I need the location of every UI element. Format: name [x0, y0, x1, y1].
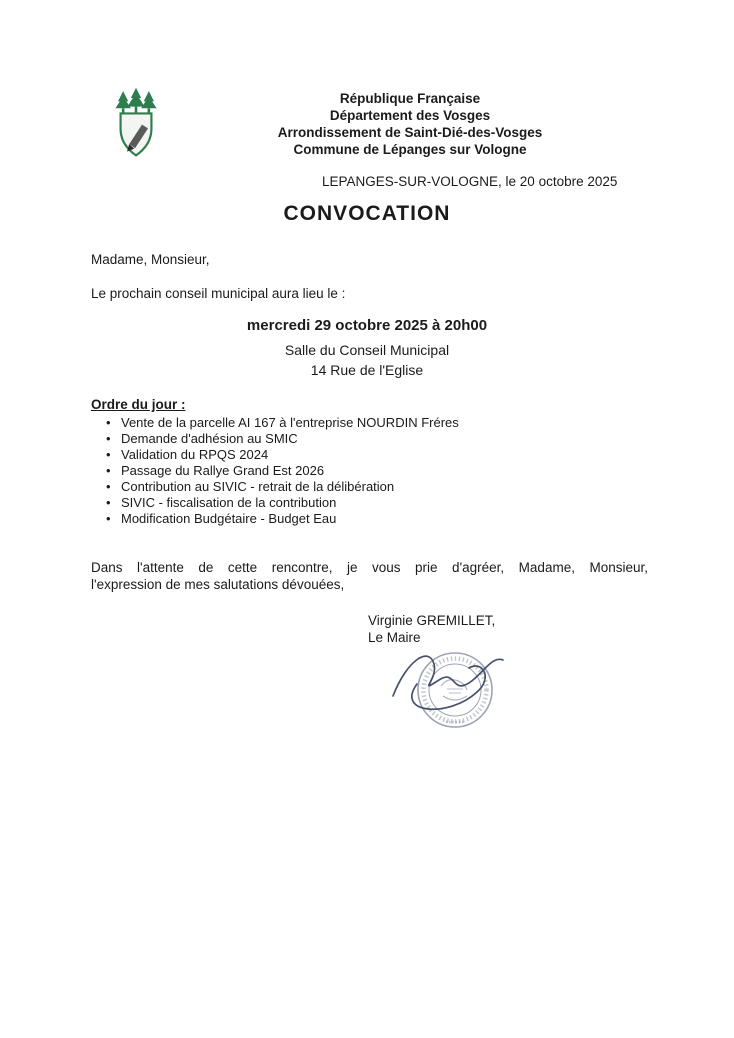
letterhead-line-arrondissement: Arrondissement de Saint-Dié-des-Vosges — [277, 125, 543, 140]
meeting-datetime: mercredi 29 octobre 2025 à 20h00 — [246, 317, 488, 334]
letterhead-line-commune: Commune de Lépanges sur Vologne — [293, 142, 527, 157]
official-stamp-icon — [418, 653, 492, 727]
meeting-place: Salle du Conseil Municipal — [284, 342, 450, 358]
letterhead — [208, 90, 612, 158]
signer-title: Le Maire — [368, 630, 421, 645]
agenda-item: • Demande d'adhésion au SMIC — [103, 431, 663, 447]
salutation: Madame, Monsieur, — [91, 252, 210, 267]
stamp-and-signature — [383, 638, 513, 733]
agenda-item: • SIVIC - fiscalisation de la contribution — [103, 495, 663, 511]
meeting-details — [0, 317, 734, 380]
agenda-item: • Modification Budgétaire - Budget Eau — [103, 511, 663, 527]
handwritten-signature — [393, 656, 503, 709]
agenda-item: • Vente de la parcelle AI 167 à l'entreprise NOURDIN Fréres — [103, 415, 663, 431]
closing-paragraph — [91, 559, 648, 593]
commune-logo-icon — [110, 86, 162, 158]
closing-line: Dans l'attente de cette rencontre, je vous prie d'agréer, Madame, Monsieur, — [91, 560, 648, 575]
agenda-item: • Passage du Rallye Grand Est 2026 — [103, 463, 663, 479]
meeting-address: 14 Rue de l'Eglise — [310, 362, 424, 378]
agenda-item: • Validation du RPQS 2024 — [103, 447, 663, 463]
signer-name: Virginie GREMILLET, — [368, 613, 496, 628]
letterhead-line-departement: Département des Vosges — [329, 108, 491, 123]
intro-sentence: Le prochain conseil municipal aura lieu le : — [91, 286, 346, 301]
letterhead-line-republic: République Française — [339, 91, 481, 106]
agenda-item: • Contribution au SIVIC - retrait de la délibération — [103, 479, 663, 495]
place-and-date: LEPANGES-SUR-VOLOGNE, le 20 octobre 2025 — [322, 174, 618, 189]
agenda-list — [103, 415, 663, 527]
closing-line: l'expression de mes salutations dévouées, — [91, 577, 345, 592]
agenda-heading: Ordre du jour : — [91, 397, 186, 412]
document-title: CONVOCATION — [283, 202, 451, 225]
